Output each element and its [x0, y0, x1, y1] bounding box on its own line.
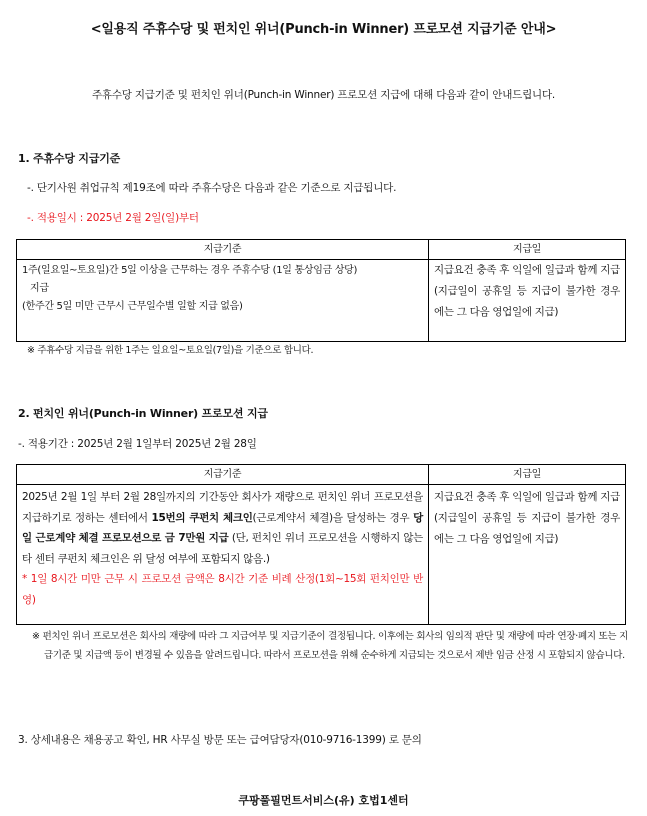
section2-payday-cell: 지급요건 충족 후 익일에 일급과 함께 지급 (지급일이 공휴일 등 지급이 불가한 경우에는 그 다음 영업일에 지급)	[429, 485, 626, 625]
section2-note	[32, 627, 628, 665]
criteria-text: (단, 펀치인 위너 프로모션을 시행하지 않는 타 센터 쿠펀치 체크인은 위 달성 여부에 포함되지 않음.)	[22, 532, 423, 565]
table-header-payday: 지급일	[429, 240, 626, 260]
section1-criteria-cell	[17, 260, 429, 342]
criteria-text: (근로계약서 체결)을 달성하는 경우	[252, 511, 414, 524]
criteria-bold-reward: 당일 근로계약 체결 프로모션으로 금 7만원 지급	[22, 511, 424, 544]
criteria-bold-checkin: 15번의 쿠펀치 체크인	[151, 511, 253, 524]
table-header-payday: 지급일	[429, 465, 626, 485]
section1-effective-date: -. 적용일시 : 2025년 2월 2일(일)부터	[27, 212, 199, 224]
criteria-line: 지급	[30, 283, 49, 294]
criteria-text: 2025년 2월 1일 부터 2월 28일까지의 기간동안 회사가 재량으로 펀치인 위너 프로모션을 지급하기로 정하는 센터에서	[22, 491, 423, 524]
section2-period: -. 적용기간 : 2025년 2월 1일부터 2025년 2월 28일	[18, 438, 257, 450]
section1-table	[16, 239, 626, 342]
section2-heading: 2. 펀치인 위너(Punch-in Winner) 프로모션 지급	[18, 407, 268, 420]
intro-text: 주휴수당 지급기준 및 펀치인 위너(Punch-in Winner) 프로모션 지급에 대해 다음과 같이 안내드립니다.	[91, 89, 556, 101]
criteria-line: 1주(일요일~토요일)간 5일 이상을 근무하는 경우 주휴수당 (1일 통상임금 상당)	[22, 265, 358, 276]
criteria-line: (한주간 5일 미만 근무시 근무일수별 일할 지급 없음)	[22, 301, 243, 312]
section1-heading: 1. 주휴수당 지급기준	[18, 152, 121, 165]
section1-note: ※ 주휴수당 지급을 위한 1주는 일요일~토요일(7일)을 기준으로 합니다.	[27, 345, 314, 356]
table-header-criteria: 지급기준	[17, 240, 429, 260]
section2-note-text: ※ 펀치인 위너 프로모션은 회사의 재량에 따라 그 지급여부 및 지급기준이 결정됩니다. 이후에는 회사의 임의적 판단 및 재량에 따라 연장·폐지 또는 지급기준 및 지급액 등이 변경될 수 있음을 알려드립니다. 따라서 프로모션을 위해 순수하게 지급되는 것으로서 제반 임금 산정 시 포함되지 않습니다.	[32, 631, 628, 661]
section2-table	[16, 464, 626, 625]
criteria-red-note: * 1일 8시간 미만 근무 시 프로모션 금액은 8시간 기준 비례 산정(1회~15회 펀치인만 반영)	[22, 573, 423, 606]
section1-rule-line: -. 단기사원 취업규칙 제19조에 따라 주휴수당은 다음과 같은 기준으로 지급됩니다.	[27, 182, 397, 194]
section3-contact-line: 3. 상세내용은 채용공고 확인, HR 사무실 방문 또는 급여담당자(010-9716-1399) 로 문의	[18, 734, 422, 746]
footer-company: 쿠팡풀필먼트서비스(유) 호법1센터	[238, 794, 409, 807]
section1-payday-cell: 지급요건 충족 후 익일에 일급과 함께 지급 (지급일이 공휴일 등 지급이 불가한 경우에는 그 다음 영업일에 지급)	[429, 260, 626, 342]
table-header-criteria: 지급기준	[17, 465, 429, 485]
section2-criteria-cell	[17, 485, 429, 625]
page-title: <일용직 주휴수당 및 펀치인 위너(Punch-in Winner) 프로모션 지급기준 안내>	[90, 22, 557, 37]
